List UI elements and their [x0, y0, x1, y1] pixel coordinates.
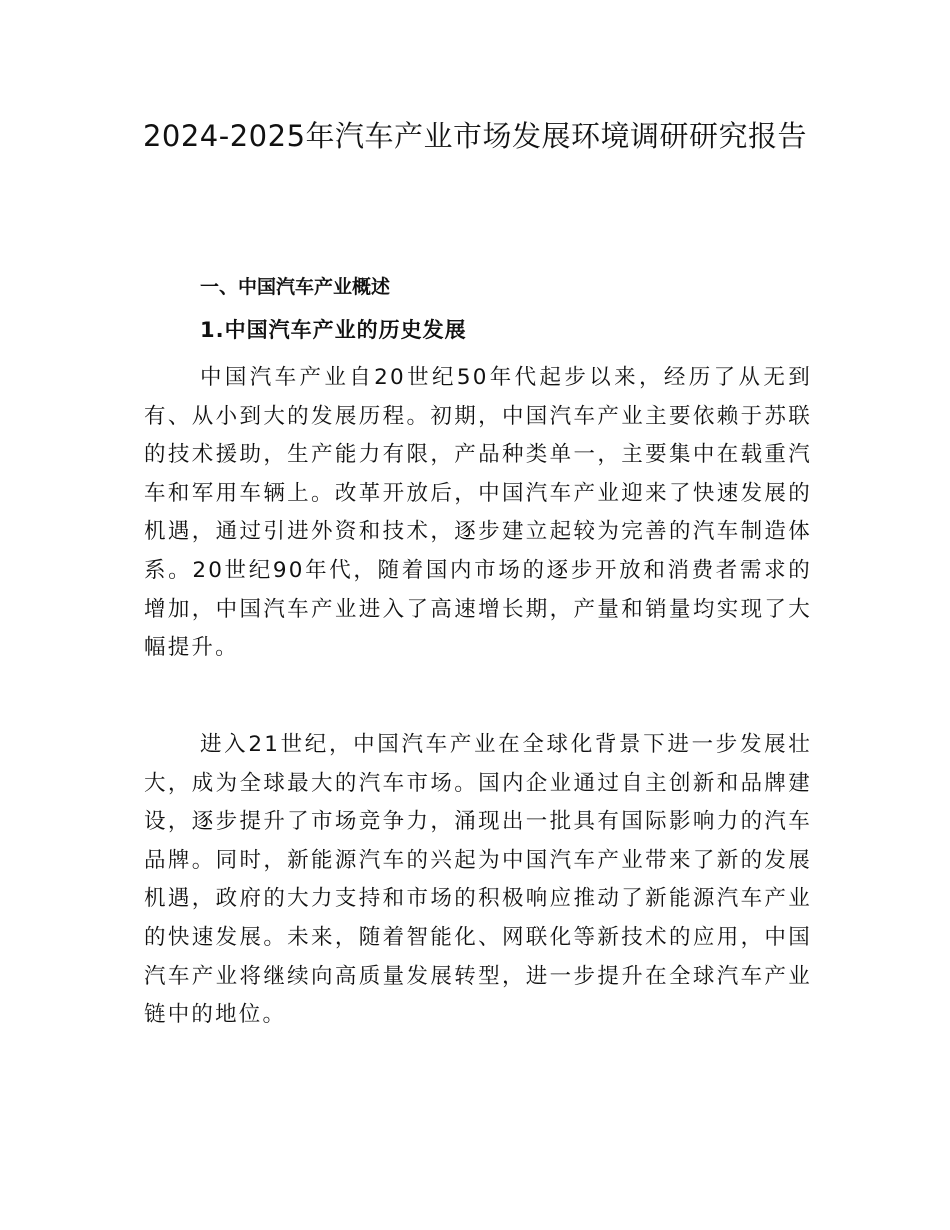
section-heading: 一、中国汽车产业概述: [200, 276, 391, 298]
body-paragraph-1: 中国汽车产业自20世纪50年代起步以来，经历了从无到有、从小到大的发展历程。初期，中国汽车产业主要依赖于苏联的技术援助，生产能力有限，产品种类单一，主要集中在载重汽车和军用车辆上。改革开放后，中国汽车产业迎来了快速发展的机遇，通过引进外资和技术，逐步建立起较为完善的汽车制造体系。20世纪90年代，随着国内市场的逐步开放和消费者需求的增加，中国汽车产业进入了高速增长期，产量和销量均实现了大幅提升。: [144, 365, 812, 661]
body-paragraph-2: 进入21世纪，中国汽车产业在全球化背景下进一步发展壮大，成为全球最大的汽车市场。国内企业通过自主创新和品牌建设，逐步提升了市场竞争力，涌现出一批具有国际影响力的汽车品牌。同时，新能源汽车的兴起为中国汽车产业带来了新的发展机遇，政府的大力支持和市场的积极响应推动了新能源汽车产业的快速发展。未来，随着智能化、网联化等新技术的应用，中国汽车产业将继续向高质量发展转型，进一步提升在全球汽车产业链中的地位。: [144, 732, 812, 1028]
subsection-heading: 1.中国汽车产业的历史发展: [200, 318, 467, 342]
document-title: 2024-2025年汽车产业市场发展环境调研研究报告: [142, 119, 808, 153]
